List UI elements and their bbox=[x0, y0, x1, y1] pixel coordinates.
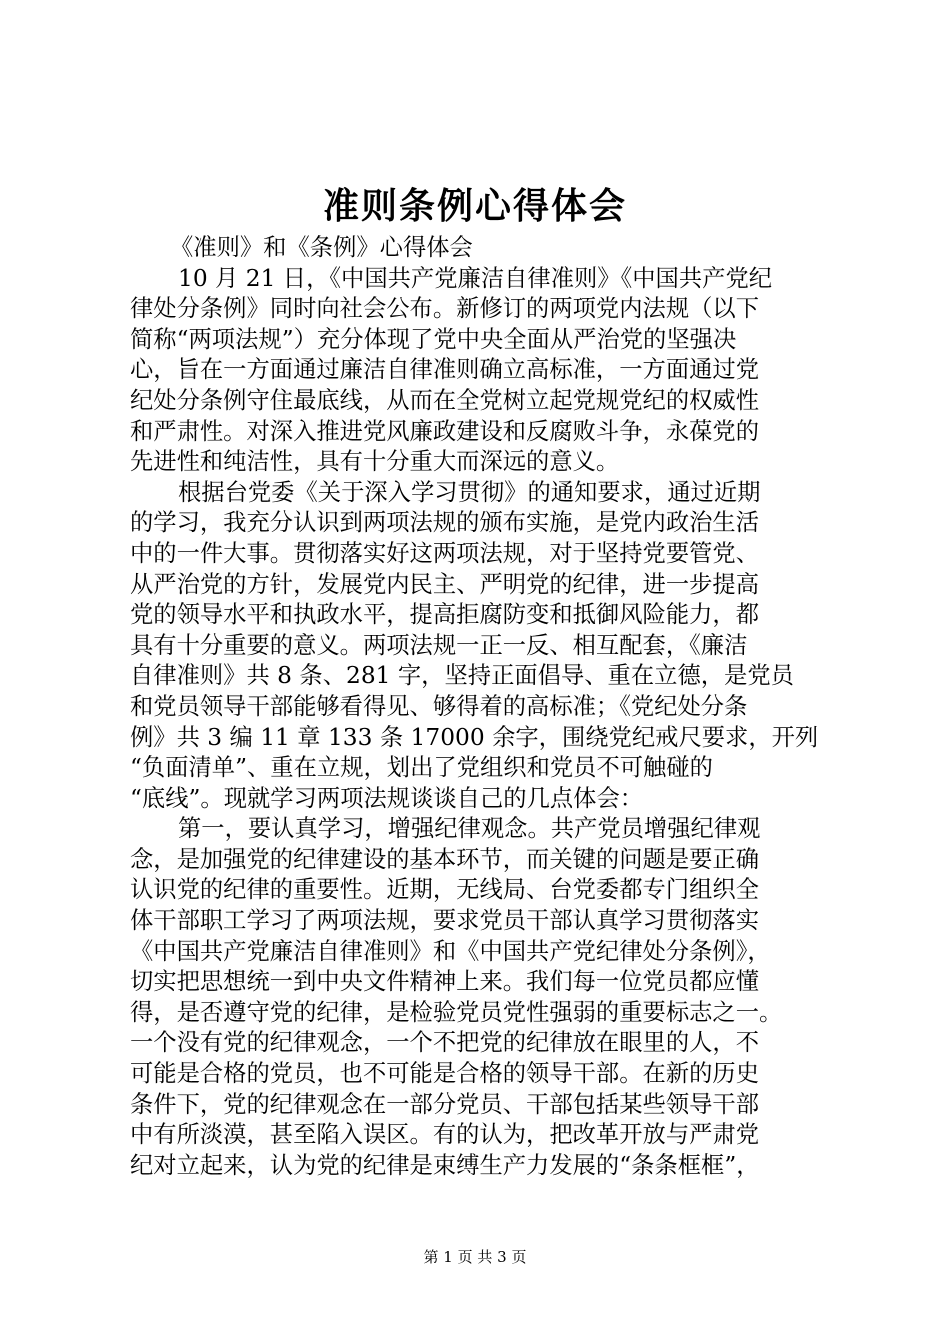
text-line: 律处分条例》同时向社会公布。新修订的两项党内法规（以下 bbox=[130, 295, 760, 323]
document-title: 准则条例心得体会 bbox=[322, 185, 627, 227]
text-line: 念，是加强党的纪律建设的基本环节，而关键的问题是要正确 bbox=[130, 845, 760, 873]
text-line: 根据台党委《关于深入学习贯彻》的通知要求，通过近期 bbox=[178, 478, 761, 506]
text-line: 先进性和纯洁性，具有十分重大而深远的意义。 bbox=[130, 448, 620, 476]
text-line: 具有十分重要的意义。两项法规一正一反、相互配套，《廉洁 bbox=[130, 631, 748, 659]
text-line: 的学习，我充分认识到两项法规的颁布实施，是党内政治生活 bbox=[130, 509, 760, 537]
text-line: 纪处分条例守住最底线，从而在全党树立起党规党纪的权威性 bbox=[130, 386, 760, 414]
text-line: 中的一件大事。贯彻落实好这两项法规，对于坚持党要管党、 bbox=[130, 539, 760, 567]
text-line: 党的领导水平和执政水平，提高拒腐防变和抵御风险能力，都 bbox=[130, 601, 760, 629]
text-line: 从严治党的方针，发展党内民主、严明党的纪律，进一步提高 bbox=[130, 570, 760, 598]
text-line: 条件下，党的纪律观念在一部分党员、干部包括某些领导干部 bbox=[130, 1090, 760, 1118]
text-line: 自律准则》共 8 条、281 字，坚持正面倡导、重在立德，是党员 bbox=[130, 662, 794, 690]
text-line: 心，旨在一方面通过廉洁自律准则确立高标准，一方面通过党 bbox=[130, 356, 760, 384]
text-line: 《中国共产党廉洁自律准则》和《中国共产党纪律处分条例》， bbox=[130, 937, 771, 965]
document-subtitle: 《准则》和《条例》心得体会 bbox=[170, 234, 473, 261]
text-line: 和党员领导干部能够看得见、够得着的高标准；《党纪处分条 bbox=[130, 692, 748, 720]
text-line: 和严肃性。对深入推进党风廉政建设和反腐败斗争，永葆党的 bbox=[130, 417, 760, 445]
text-line: 体干部职工学习了两项法规，要求党员干部认真学习贯彻落实 bbox=[130, 907, 760, 935]
text-line: “底线”。现就学习两项法规谈谈自己的几点体会： bbox=[130, 784, 644, 812]
text-line: 纪对立起来，认为党的纪律是束缚生产力发展的“条条框框”， bbox=[130, 1151, 760, 1179]
page-number-footer: 第 1 页 共 3 页 bbox=[423, 1248, 527, 1266]
text-line: 10 月 21 日，《中国共产党廉洁自律准则》《中国共产党纪 bbox=[178, 264, 773, 292]
text-line: 可能是合格的党员，也不可能是合格的领导干部。在新的历史 bbox=[130, 1060, 760, 1088]
text-line: “负面清单”、重在立规，划出了党组织和党员不可触碰的 bbox=[130, 754, 713, 782]
text-line: 第一，要认真学习，增强纪律观念。共产党员增强纪律观 bbox=[178, 815, 761, 843]
document-body bbox=[130, 233, 830, 1181]
text-line: 例》共 3 编 11 章 133 条 17000 余字，围绕党纪戒尺要求，开列 bbox=[130, 723, 819, 751]
text-line: 一个没有党的纪律观念，一个不把党的纪律放在眼里的人，不 bbox=[130, 1029, 760, 1057]
text-line: 简称“两项法规”）充分体现了党中央全面从严治党的坚强决 bbox=[130, 325, 737, 353]
text-line: 认识党的纪律的重要性。近期，无线局、台党委都专门组织全 bbox=[130, 876, 760, 904]
text-line: 得，是否遵守党的纪律，是检验党员党性强弱的重要标志之一。 bbox=[130, 998, 783, 1026]
text-line: 中有所淡漠，甚至陷入误区。有的认为，把改革开放与严肃党 bbox=[130, 1121, 760, 1149]
text-line: 切实把思想统一到中央文件精神上来。我们每一位党员都应懂 bbox=[130, 968, 760, 996]
